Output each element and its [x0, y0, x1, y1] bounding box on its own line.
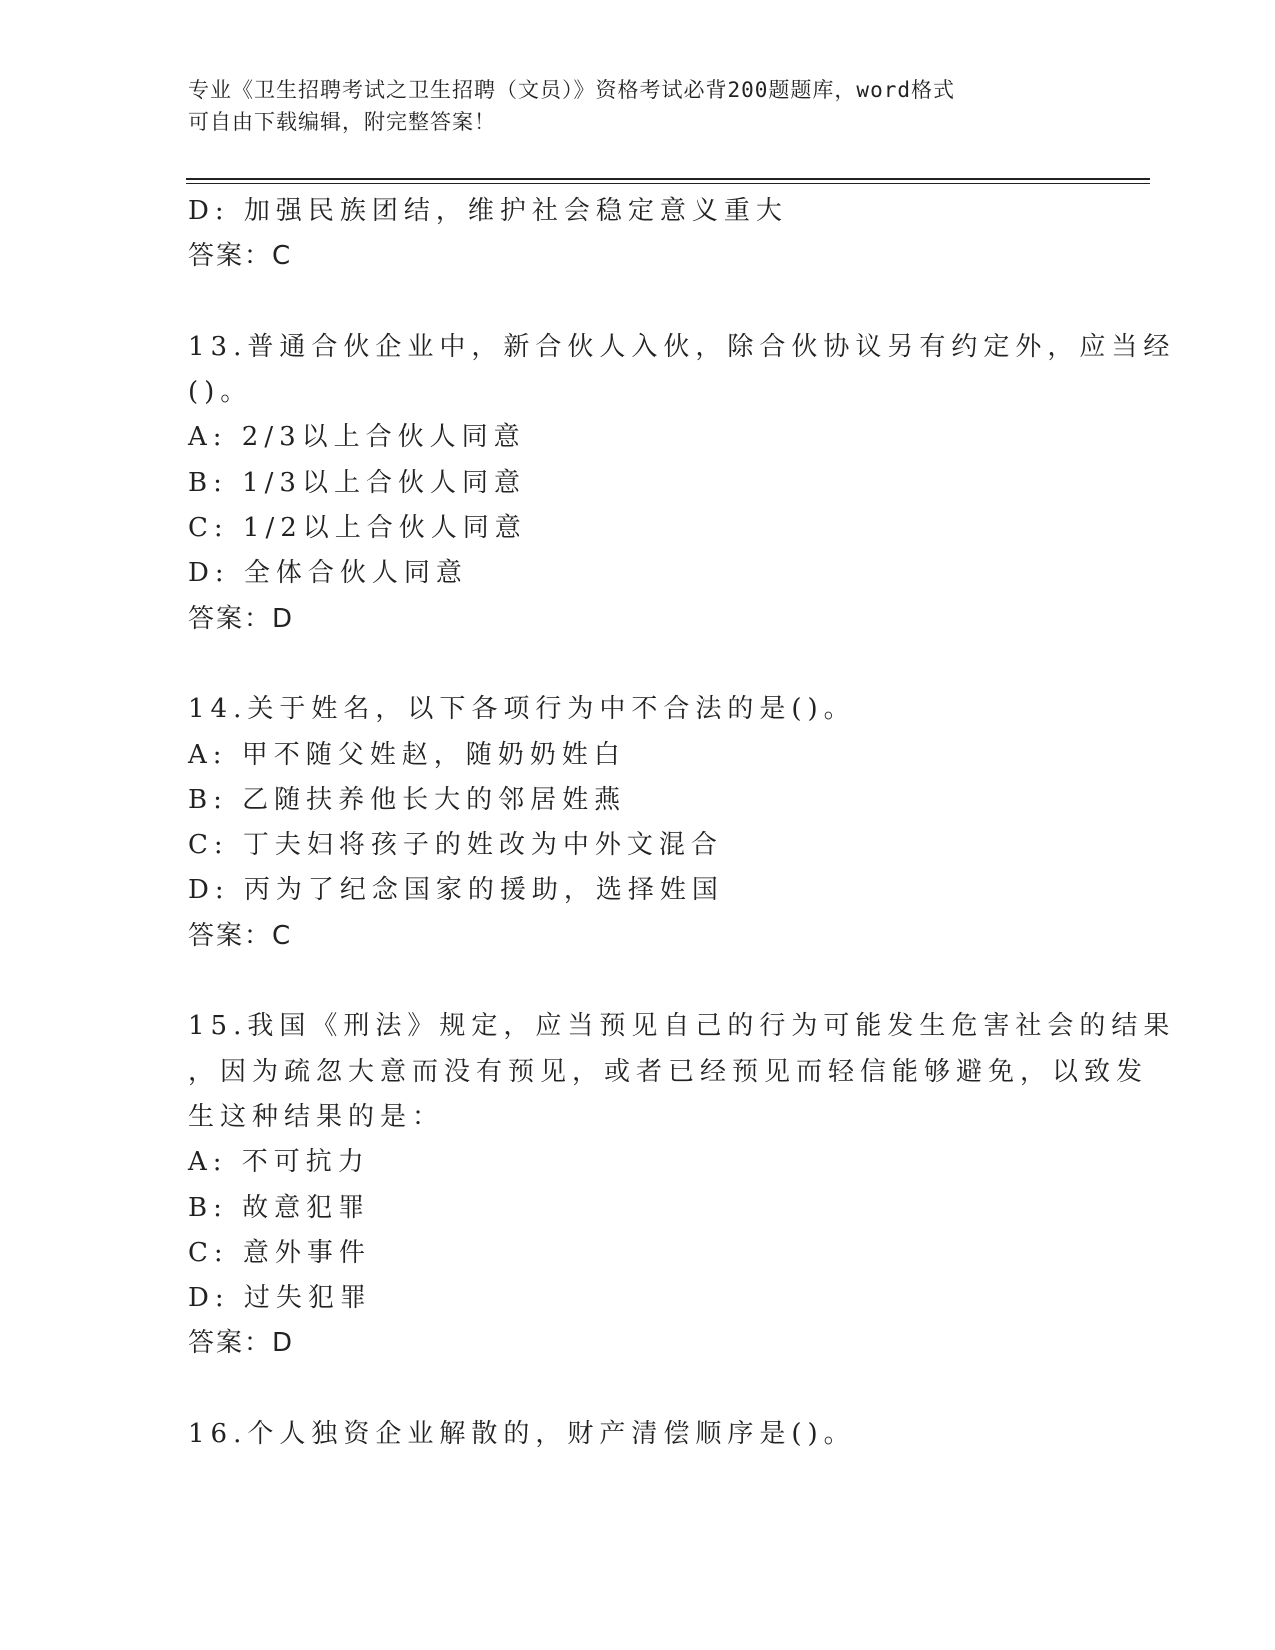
header-rule-thin	[186, 183, 1150, 184]
option-d: D: 全体合伙人同意	[188, 558, 468, 589]
option-a: A: 甲不随父姓赵，随奶奶姓白	[188, 739, 626, 770]
document-header	[188, 74, 1088, 138]
question-15	[188, 1004, 1176, 1366]
question-13	[188, 325, 1176, 642]
option-b: B: 故意犯罪	[188, 1192, 371, 1223]
option-b: B: 1/3以上合伙人同意	[188, 467, 526, 498]
question-12-tail	[188, 189, 1088, 280]
option-d: D: 加强民族团结，维护社会稳定意义重大	[188, 196, 788, 226]
option-c: C: 丁夫妇将孩子的姓改为中外文混合	[188, 830, 723, 861]
option-c: C: 意外事件	[188, 1237, 371, 1268]
header-line-1: 专业《卫生招聘考试之卫生招聘（文员）》资格考试必背200题题库，word格式	[188, 78, 955, 102]
question-14	[188, 687, 1088, 959]
spacer	[188, 280, 1088, 325]
question-text: 15.我国《刑法》规定，应当预见自己的行为可能发生危害社会的结果	[188, 1011, 1176, 1042]
option-c: C: 1/2以上合伙人同意	[188, 513, 527, 544]
question-text: 13.普通合伙企业中，新合伙人入伙，除合伙协议另有约定外，应当经	[188, 331, 1176, 362]
answer: 答案：C	[188, 241, 293, 272]
header-line-2: 可自由下载编辑，附完整答案！	[188, 110, 496, 134]
question-text-cont: 生这种结果的是：	[188, 1101, 445, 1132]
answer: 答案：C	[188, 920, 293, 951]
option-a: A: 2/3以上合伙人同意	[188, 422, 526, 453]
question-text: 14.关于姓名，以下各项行为中不合法的是()。	[188, 694, 856, 725]
spacer	[188, 959, 1088, 1004]
document-body	[188, 189, 1176, 1457]
option-d: D: 过失犯罪	[188, 1283, 372, 1314]
question-text-cont: ()。	[188, 377, 253, 408]
answer: 答案：D	[188, 603, 295, 634]
option-b: B: 乙随扶养他长大的邻居姓燕	[188, 784, 627, 815]
question-text-cont: ，因为疏忽大意而没有预见，或者已经预见而轻信能够避免，以致发	[188, 1056, 1149, 1087]
answer: 答案：D	[188, 1328, 295, 1359]
option-d: D: 丙为了纪念国家的援助，选择姓国	[188, 875, 724, 906]
question-16	[188, 1412, 1088, 1457]
spacer	[188, 642, 1088, 687]
spacer	[188, 1367, 1088, 1412]
header-rule-thick	[186, 178, 1150, 180]
option-a: A: 不可抗力	[188, 1147, 370, 1178]
question-text: 16.个人独资企业解散的，财产清偿顺序是()。	[188, 1419, 856, 1450]
